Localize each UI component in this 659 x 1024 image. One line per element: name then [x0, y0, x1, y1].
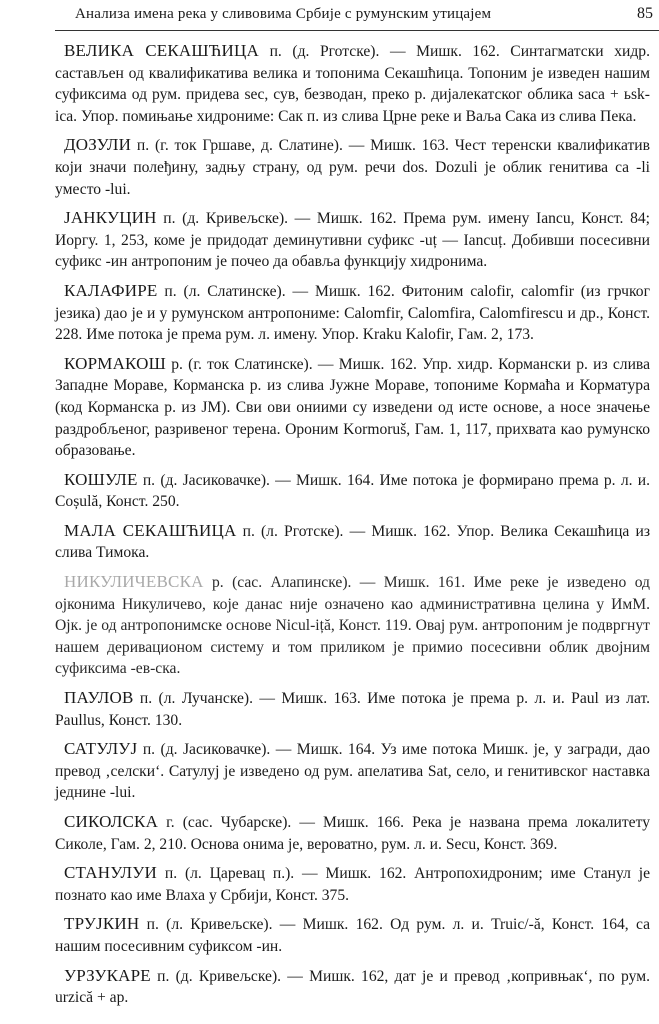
entry-headword: УРЗУКАРЕ	[64, 965, 151, 985]
entry-text: п. (л. Царевац п.). — Мишк. 162. Антропохидроним; име Станул је познато као име Влаха у Србији, Конст. 375.	[55, 865, 650, 904]
entry-headword: ПАУЛОВ	[64, 688, 134, 708]
entry-headword: ЈАНКУЦИН	[64, 208, 157, 228]
entry-headword: КОШУЛЕ	[64, 469, 138, 489]
entry-text: р. (сас. Алапинске). — Мишк. 161. Име реке је изведено од ојконима Никуличево, које данас није означено као административна целина у ИмМ. Ојк. је од антропонимске основе Nicul-iță, Конст. 119. Овај рум. антропоним је подвргнут нашем деривационом систему и том приликом је примио посесивни облик двојним суфиксима -ев-ска.	[55, 574, 650, 678]
entry-headword: ВЕЛИКА СЕКАШЋИЦА	[64, 41, 259, 60]
entry-headword: ДОЗУЛИ	[64, 135, 132, 155]
entry-text: п. (д. Јасиковачке). — Мишк. 164. Уз име потока Мишк. је, у загради, дао превод ‚селски‘. Сатулуј је изведено од рум. апелатива Sat, село, и генитивског наставка једнине -lui.	[55, 741, 650, 802]
entry	[55, 520, 650, 564]
entry-text: п. (д. Кривељске). — Мишк. 162, дат је и превод ‚копривњак‘, по рум. urzică + ap.	[55, 967, 650, 1007]
running-title: Анализа имена река у сливовима Србије с румунским утицајем	[75, 6, 492, 22]
entry-headword: САТУЛУЈ	[64, 739, 138, 759]
entry-headword: ТРУЈКИН	[64, 914, 140, 934]
entry-headword: МАЛА СЕКАШЋИЦА	[64, 520, 237, 540]
entry-headword: КАЛАФИРЕ	[64, 280, 158, 300]
entry-headword: СТАНУЛУИ	[64, 863, 157, 883]
entry	[55, 811, 650, 855]
entry	[55, 738, 650, 804]
entry-headword: СИКОЛСКА	[64, 812, 159, 831]
page-number: 85	[637, 5, 653, 22]
entry	[55, 207, 650, 273]
entry	[55, 469, 650, 513]
entry	[55, 280, 650, 346]
entry-headword: НИКУЛИЧЕВСКА	[64, 572, 204, 592]
entry	[55, 353, 650, 462]
entry	[55, 913, 650, 957]
entry-text: п. (г. ток Гршаве, д. Слатине). — Мишк. 163. Чест теренски квалификатив који значи полеђину, задњу страну, од рум. речи dos. Dozuli је облик генитива са -li уместо -lui.	[55, 137, 650, 198]
entry	[55, 134, 650, 200]
entry-text: п. (л. Кривељске). — Мишк. 162. Од рум. л. и. Truic/-ă, Конст. 164, са нашим посесивним суфиксом -ин.	[55, 916, 650, 955]
running-header	[55, 0, 659, 31]
entry	[55, 862, 650, 906]
entry-text: п. (л. Лучанске). — Мишк. 163. Име потока је према р. л. и. Paul из лат. Paullus, Конст. 130.	[55, 690, 650, 729]
dictionary-entries	[55, 40, 650, 1016]
entry-text: п. (д. Рготске). — Мишк. 162. Синтагматски хидр. састављен од квалификатива велика и топонима Секашћица. Топоним је изведен нашим суфиксима од рум. придева sec, сув, безводан, преко р. дијалекатског облика saca + ьsk-ica. Упор. помињање хидрониме: Сак п. из слива Црне реке и Ваља Сака из слива Пека.	[55, 43, 650, 125]
entry	[55, 40, 650, 127]
entry-text: р. (г. ток Слатинске). — Мишк. 162. Упр. хидр. Кормански р. из слива Западне Мораве, Корманска р. из слива Јужне Мораве, топониме Кормаћа и Корматура (код Корманска р. из ЈМ). Сви ови ониими су изведени од исте основе, а носе значење раздробљеног, разривеног терена. Ороним Kormoruš, Гам. 1, 117, прихвата као румунско образовање.	[55, 355, 650, 460]
entry-text: п. (д. Кривељске). — Мишк. 162. Према рум. имену Iancu, Конст. 84; Иоргу. 1, 253, коме је придодат деминутивни суфикс -uț — Iancuț. Добивши посесивни суфикс -ин антропоним је почео да обавља функцију хидронима.	[55, 210, 650, 271]
entry-text: г. (сас. Чубарске). — Мишк. 166. Река је названа према локалитету Сиколе, Гам. 2, 210. Основа онима је, вероватно, рум. л. и. Secu, Конст. 369.	[55, 814, 650, 853]
entry-headword: КОРМАКОШ	[64, 353, 166, 373]
entry-text: п. (л. Рготске). — Мишк. 162. Упор. Велика Секашћица из слива Тимока.	[55, 522, 650, 562]
entry	[55, 687, 650, 731]
entry-text: п. (л. Слатинске). — Мишк. 162. Фитоним calofir, calomfir (из грчког језика) дао је и у румунском антропониме: Calomfir, Calomfira, Calomfirescu и др., Конст. 228. Име потока је према рум. л. имену. Упор. Kraku Kalofir, Гам. 2, 173.	[55, 282, 650, 344]
entry-faded-headword	[55, 571, 650, 680]
entry-text: п. (д. Јасиковачке). — Мишк. 164. Име потока је формирано према р. л. и. Coșulă, Конст. 250.	[55, 471, 650, 511]
entry	[55, 965, 650, 1009]
